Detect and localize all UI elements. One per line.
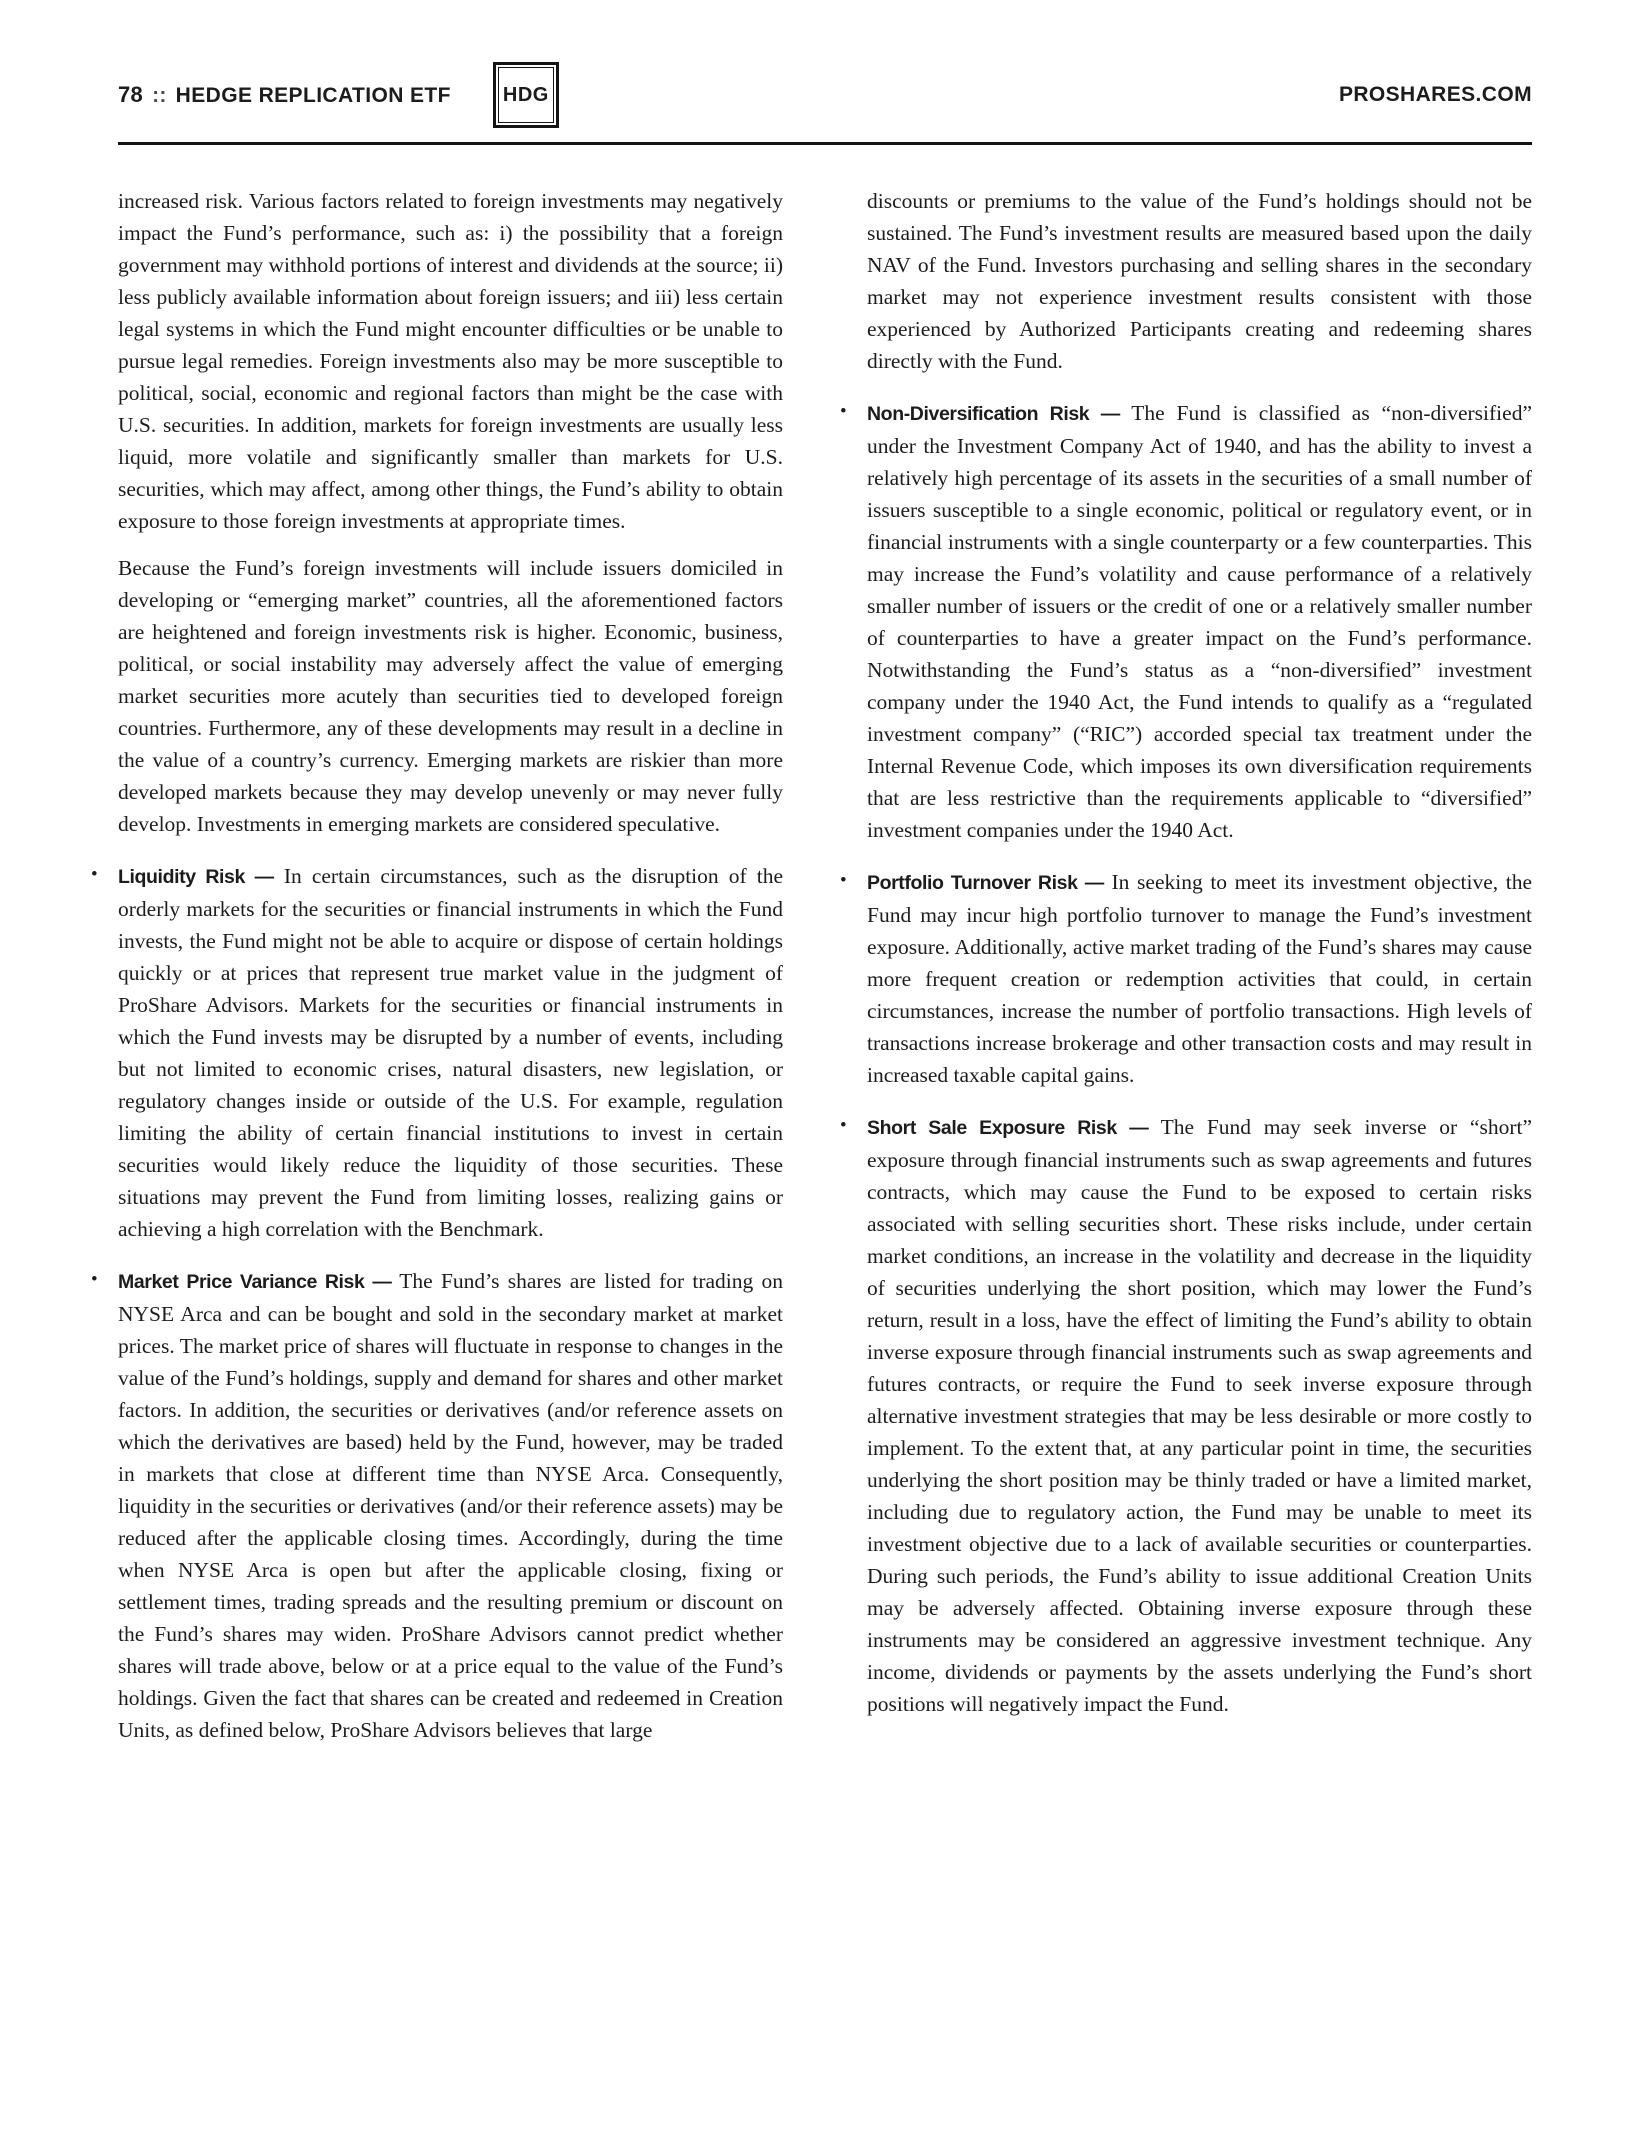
paragraph-text: Because the Fund’s foreign investments will include issuers domiciled in developing or “emerging market” countries, all the aforementioned factors are heightened and foreign investments risk is higher. Economic, business, political, or social instability may adversely affect the value of emerging market securities more acutely than securities tied to developed foreign countries. Furthermore, any of these developments may result in a decline in the value of a country’s currency. Emerging markets are riskier than more developed markets because they may develop unevenly or may never fully develop. Investments in emerging markets are considered speculative.	[118, 556, 783, 836]
list-item-liquidity-risk	[91, 860, 783, 1245]
risk-heading-portfolio-turnover: Portfolio Turnover Risk —	[867, 872, 1104, 894]
header-left	[118, 82, 451, 108]
risk-text: The Fund may seek inverse or “short” exposure through financial instruments such as swap agreements and futures contracts, which may cause the Fund to be exposed to certain risks associated with selling securities short. These risks include, under certain market conditions, an increase in the volatility and decrease in the liquidity of securities underlying the short position, which may lower the Fund’s return, result in a loss, have the effect of limiting the Fund’s ability to obtain inverse exposure through financial instruments such as swap agreements and futures contracts, or require the Fund to seek inverse exposure through alternative investment strategies that may be less desirable or more costly to implement. To the extent that, at any particular point in time, the securities underlying the short position may be thinly traded or have a limited market, including due to regulatory action, the Fund may be unable to meet its investment objective due to a lack of available securities or counterparties. During such periods, the Fund’s ability to issue additional Creation Units may be adversely affected. Obtaining inverse exposure through these instruments may be considered an aggressive investment technique. Any income, dividends or payments by the assets underlying the Fund’s short positions will negatively impact the Fund.	[867, 1115, 1532, 1716]
paragraph-text: increased risk. Various factors related to foreign investments may negatively impact the Fund’s performance, such as: i) the possibility that a foreign government may withhold portions of interest and dividends at the source; ii) less publicly available information about foreign issuers; and iii) less certain legal systems in which the Fund might encounter difficulties or be unable to pursue legal remedies. Foreign investments also may be more susceptible to political, social, economic and regional factors than might be the case with U.S. securities. In addition, markets for foreign investments are usually less liquid, more volatile and significantly smaller than markets for U.S. securities, which may affect, among other things, the Fund’s ability to obtain exposure to those foreign investments at appropriate times.	[118, 189, 783, 533]
left-column	[91, 185, 783, 1761]
header-rule	[118, 142, 1532, 145]
risk-text: In certain circumstances, such as the disruption of the orderly markets for the securities or financial instruments in which the Fund invests, the Fund might not be able to acquire or dispose of certain holdings quickly or at prices that represent true market value in the judgment of ProShare Advisors. Markets for the securities or financial instruments in which the Fund invests may be disrupted by a number of events, including but not limited to economic crises, natural disasters, new legislation, or regulatory changes inside or outside of the U.S. For example, regulation limiting the ability of certain financial institutions to invest in certain securities would likely reduce the liquidity of those securities. These situations may prevent the Fund from limiting losses, realizing gains or achieving a high correlation with the Benchmark.	[118, 864, 783, 1241]
bullet-icon: •	[840, 401, 847, 422]
right-column	[840, 185, 1533, 1761]
paragraph	[867, 1111, 1532, 1720]
paragraph-discounts-premiums-continued	[867, 185, 1532, 377]
bullet-icon: •	[91, 864, 98, 885]
paragraph	[118, 1265, 783, 1746]
bullet-icon: •	[91, 1269, 98, 1290]
risk-text: The Fund is classified as “non-diversified” under the Investment Company Act of 1940, and has the ability to invest a relatively high percentage of its assets in the securities of a small number of issuers susceptible to a single economic, political or regulatory event, or in financial instruments with a single counterparty or a few counterparties. This may increase the Fund’s volatility and cause performance of a relatively smaller number of issuers or the credit of one or a relatively smaller number of counterparties to have a greater impact on the Fund’s performance. Notwithstanding the Fund’s status as a “non-diversified” investment company under the 1940 Act, the Fund intends to qualify as a “regulated investment company” (“RIC”) accorded special tax treatment under the Internal Revenue Code, which imposes its own diversification requirements that are less restrictive than the requirements applicable to “diversified” investment companies under the 1940 Act.	[867, 401, 1532, 842]
risk-text: In seeking to meet its investment objective, the Fund may incur high portfolio turnover to manage the Fund’s investment exposure. Additionally, active market trading of the Fund’s shares may cause more frequent creation or redemption activities that could, in certain circumstances, increase the number of portfolio transactions. High levels of transactions increase brokerage and other transaction costs and may result in increased taxable capital gains.	[867, 870, 1533, 1087]
risk-heading-non-diversification: Non-Diversification Risk —	[867, 403, 1120, 425]
risk-text: The Fund’s shares are listed for trading on NYSE Arca and can be bought and sold in the secondary market at market prices. The market price of shares will fluctuate in response to changes in the value of the Fund’s holdings, supply and demand for shares and other market factors. In addition, the securities or derivatives (and/or reference assets on which the derivatives are based) held by the Fund, however, may be traded in markets that close at different time than NYSE Arca. Consequently, liquidity in the securities or derivatives (and/or their reference assets) may be reduced after the applicable closing times. Accordingly, during the time when NYSE Arca is open but after the applicable closing, fixing or settlement times, trading spreads and the resulting premium or discount on the Fund’s shares may widen. ProShare Advisors cannot predict whether shares will trade above, below or at a price equal to the value of the Fund’s holdings. Given the fact that shares can be created and redeemed in Creation Units, as defined below, ProShare Advisors believes that large	[118, 1269, 783, 1742]
risk-heading-liquidity: Liquidity Risk —	[118, 866, 274, 888]
risk-heading-market-price-variance: Market Price Variance Risk —	[118, 1271, 392, 1293]
risk-heading-short-sale-exposure: Short Sale Exposure Risk —	[867, 1117, 1149, 1139]
page-number: 78	[118, 82, 144, 107]
paragraph	[118, 860, 783, 1245]
page-header	[118, 62, 1532, 128]
paragraph-emerging-markets	[118, 552, 783, 840]
paragraph-foreign-investments-continued	[118, 185, 783, 537]
header-separator: ::	[152, 84, 167, 107]
content-columns	[91, 185, 1533, 1761]
list-item-short-sale-exposure-risk	[840, 1111, 1532, 1720]
hdg-logo	[493, 62, 559, 128]
hdg-logo-text: HDG	[502, 83, 549, 106]
paragraph	[867, 397, 1532, 846]
paragraph-text: discounts or premiums to the value of the Fund’s holdings should not be sustained. The Fund’s investment results are measured based upon the daily NAV of the Fund. Investors purchasing and selling shares in the secondary market may not experience investment results consistent with those experienced by Authorized Participants creating and redeeming shares directly with the Fund.	[867, 189, 1532, 373]
list-item-market-price-variance-risk	[91, 1265, 783, 1746]
bullet-icon: •	[840, 1115, 847, 1136]
document-title: HEDGE REPLICATION ETF	[175, 84, 451, 107]
website-text: PROSHARES.COM	[1338, 83, 1532, 106]
list-item-portfolio-turnover-risk	[840, 866, 1533, 1091]
bullet-icon: •	[840, 870, 847, 891]
paragraph	[867, 866, 1532, 1091]
list-item-non-diversification-risk	[840, 397, 1532, 846]
